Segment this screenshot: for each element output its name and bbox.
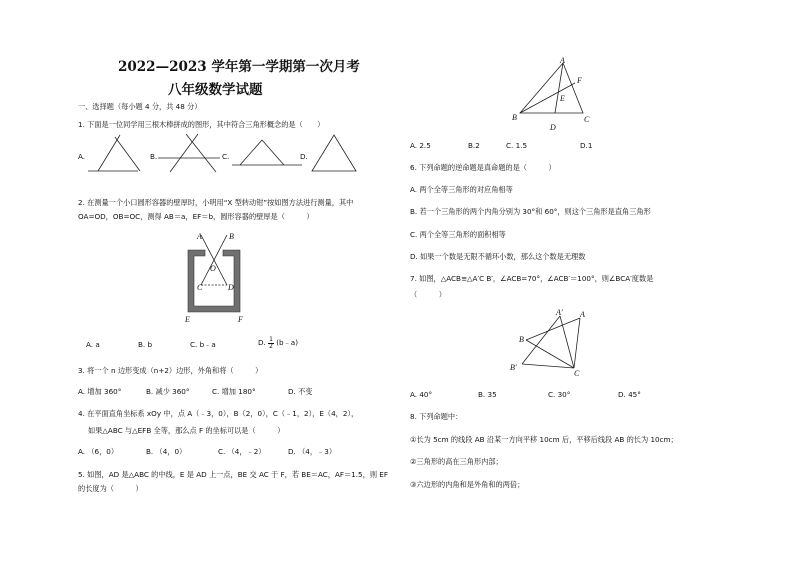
- q8-item-3: ③六边形的内角和是外角和的两倍；: [410, 480, 525, 489]
- fraction-one-half: $\frac{1}{2}$: [269, 335, 273, 350]
- q2-figure: [180, 230, 260, 325]
- q1-figure-b: [158, 132, 223, 177]
- q4-option-d: D. （4，﹣3）: [288, 447, 337, 456]
- q3-option-a: A. 增加 360°: [78, 387, 122, 396]
- q7-option-d: D. 45°: [618, 390, 641, 399]
- q2-label-c: C: [197, 283, 203, 292]
- q1-figure-c: [232, 136, 307, 171]
- q5-label-a: A: [560, 56, 565, 65]
- q2-option-c: C. b﹣a: [190, 340, 216, 349]
- q1-figure-a: [88, 132, 143, 177]
- q7-option-b: B. 35: [478, 390, 497, 399]
- q5-option-c: C. 1.5: [506, 141, 528, 150]
- q1-figure-d: [310, 133, 360, 175]
- q1-stem: 1. 下面是一位同学用三根木棒拼成的图形，其中符合三角形概念的是（ ）: [78, 120, 325, 129]
- q3-option-b: B. 减少 360°: [146, 387, 190, 396]
- q1-option-c: C.: [222, 152, 230, 161]
- q2-option-b: B. b: [138, 340, 153, 349]
- q6-option-d: D. 如果一个数是无限不循环小数，那么这个数是无理数: [410, 252, 586, 261]
- q6-option-a: A. 两个全等三角形的对应角相等: [410, 185, 513, 194]
- q7-label-c: C: [574, 369, 580, 378]
- q1-option-b: B.: [150, 152, 158, 161]
- q7-option-c: C. 30°: [548, 390, 571, 399]
- q7-label-b-prime: B′: [510, 363, 517, 372]
- exam-subtitle: 八年级数学试题: [168, 82, 263, 98]
- section-heading: 一、选择题（每小题 4 分，共 48 分）: [78, 102, 202, 111]
- q7-label-b: B: [519, 335, 524, 344]
- q5-label-c: C: [584, 115, 590, 124]
- q2-stem-line1: 2. 在测量一个小口圆形容器的壁厚时，小明用“X 型转动钳”按如图方法进行测量，其中: [78, 198, 354, 207]
- q1-option-d: D.: [300, 152, 308, 161]
- q4-option-b: B. （4，0）: [146, 447, 187, 456]
- q3-option-c: C. 增加 180°: [212, 387, 256, 396]
- q4-stem-line2: 如果△ABC 与△EFB 全等，那么点 F 的坐标可以是（ ）: [88, 426, 285, 435]
- q2-label-a: A: [197, 232, 202, 241]
- q4-option-c: C. （4，﹣2）: [218, 447, 266, 456]
- q2-label-f: F: [238, 315, 243, 324]
- q5-option-a: A. 2.5: [410, 141, 431, 150]
- q5-label-d: D: [550, 123, 556, 132]
- q5-stem-line1: 5. 如图，AD 是△ABC 的中线，E 是 AD 上一点，BE 交 AC 于 F，若 BE＝AC，AF＝1.5，则 EF: [78, 470, 388, 479]
- q7-label-a-prime: A′: [556, 308, 563, 317]
- q3-stem: 3. 将一个 n 边形变成（n+2）边形，外角和将（ ）: [78, 366, 263, 375]
- q2-label-e: E: [185, 315, 190, 324]
- q5-label-e: E: [560, 94, 565, 103]
- q6-option-b: B. 若一个三角形的两个内角分别为 30°和 60°，则这个三角形是直角三角形: [410, 207, 651, 216]
- q2-label-b: B: [229, 232, 234, 241]
- q2-option-a: A. a: [86, 340, 100, 349]
- q7-stem-line2: （ ）: [410, 290, 446, 299]
- q5-label-b: B: [512, 113, 517, 122]
- q5-figure: [510, 55, 595, 135]
- q2-stem-line2: OA=OD，OB=OC，测得 AB＝a，EF＝b，圆形容器的壁厚是（ ）: [78, 212, 314, 221]
- q2-label-o: O: [210, 264, 216, 273]
- q6-option-c: C. 两个全等三角形的面积相等: [410, 230, 506, 239]
- q2-option-d: D. $\frac{1}{2}$ (b﹣a): [258, 335, 299, 350]
- q8-item-2: ②三角形的高在三角形内部；: [410, 457, 503, 466]
- q4-option-a: A. （6，0）: [78, 447, 119, 456]
- q2-label-d: D: [228, 283, 234, 292]
- q6-stem: 6. 下列命题的逆命题是真命题的是（ ）: [410, 163, 556, 172]
- q7-label-a: A: [580, 310, 585, 319]
- q5-option-b: B.2: [468, 141, 480, 150]
- q5-label-f: F: [577, 76, 582, 85]
- q7-option-a: A. 40°: [410, 390, 433, 399]
- q7-stem-line1: 7. 如图，△ACB≌△A′C B′，∠ACB=70°，∠ACB′＝100°，则∠BCA′度数是: [410, 274, 654, 283]
- q1-option-a: A.: [78, 152, 86, 161]
- q8-stem: 8. 下列命题中：: [410, 412, 463, 421]
- q3-option-d: D. 不变: [288, 387, 313, 396]
- q5-option-d: D.1: [580, 141, 593, 150]
- exam-title: 2022—2023 学年第一学期第一次月考: [118, 59, 360, 75]
- q4-stem-line1: 4. 在平面直角坐标系 xOy 中，点 A（﹣3，0），B（2，0），C（﹣1，2），E（4，2），: [78, 409, 359, 418]
- q7-figure: [508, 308, 593, 380]
- q5-stem-line2: 的长度为（ ）: [78, 484, 143, 493]
- q8-item-1: ①长为 5cm 的线段 AB 沿某一方向平移 10cm 后，平移后线段 AB 的长为 10cm；: [410, 435, 678, 444]
